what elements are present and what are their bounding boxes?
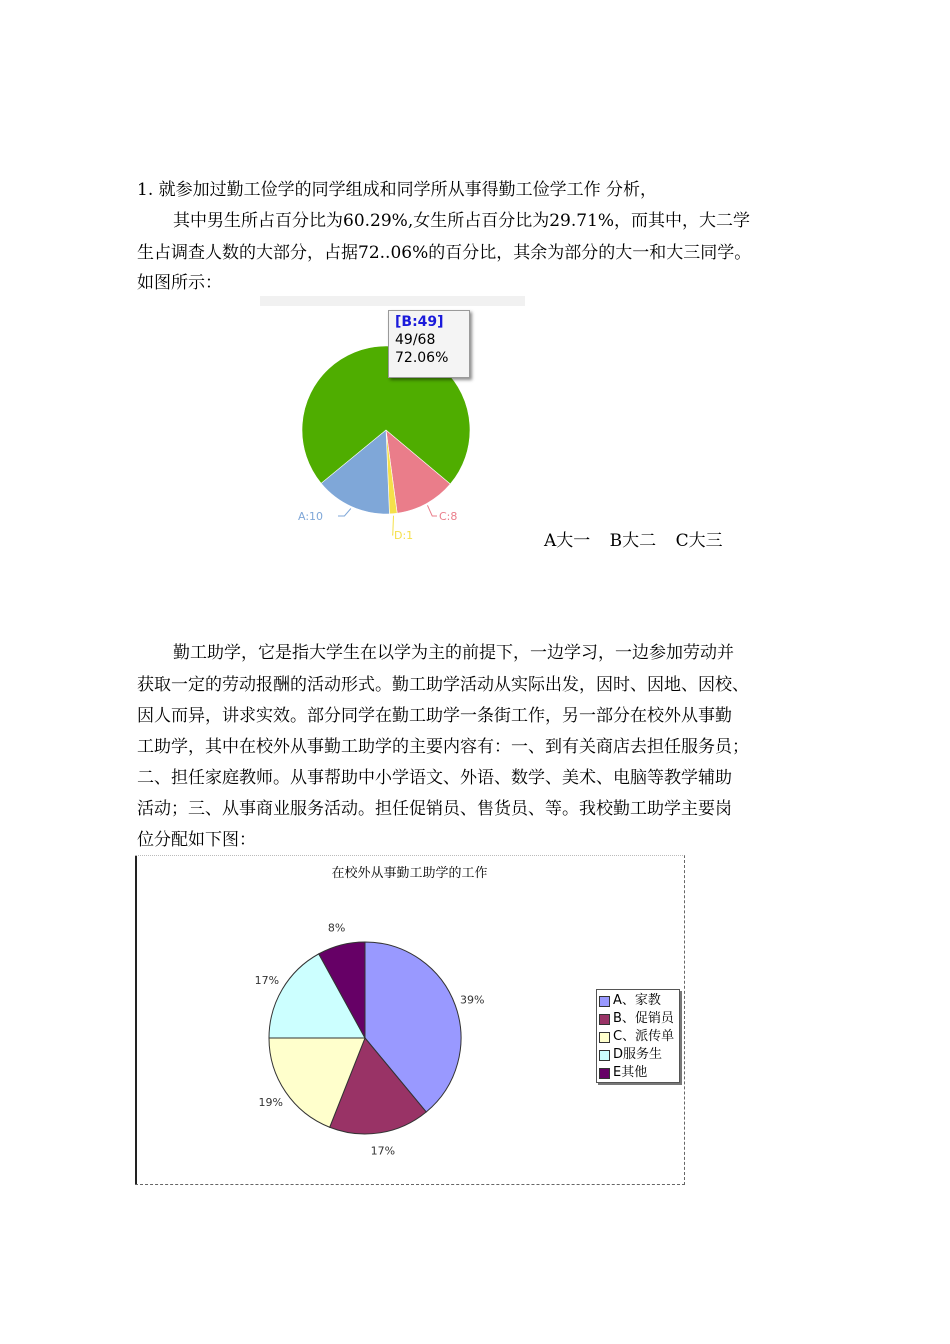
grade-legend: A大一 B大二 C大三 [544,531,723,551]
section2-line-1: 勤工助学，它是指大学生在以学为主的前提下，一边学习，一边参加劳动并 [173,643,734,663]
pie-leader-C [427,505,437,516]
pie-percent-label-3: 17% [254,973,280,987]
job-pie-chart [135,855,685,1185]
section1-line-1: 其中男生所占百分比为60.29%,女生所占百分比为29.71%，而其中，大二学 [173,211,751,231]
section2-line-4: 工助学，其中在校外从事勤工助学的主要内容有：一、到有关商店去担任服务员； [137,737,749,757]
job-pie-svg [135,856,555,1176]
section1-line-2: 生占调查人数的大部分，占据72..06%的百分比，其余为部分的大一和大三同学。 [137,243,752,263]
pie-label-C: C:8 [439,510,458,523]
tooltip-fraction: 49/68 [395,332,436,348]
legend-label: C、派传单 [613,1029,675,1044]
legend-swatch [599,1068,610,1079]
grade-pie-chart [260,296,530,546]
tooltip-percent: 72.06% [395,350,449,366]
pie-percent-label-2: 19% [258,1096,283,1110]
legend-swatch [599,1050,610,1061]
pie-percent-label-0: 39% [460,993,485,1007]
legend-label: A、家教 [613,993,661,1008]
legend-swatch [599,1014,610,1025]
section2-line-5: 二、担任家庭教师。从事帮助中小学语文、外语、数学、美术、电脑等教学辅助 [137,768,732,788]
section1-heading: 1. 就参加过勤工俭学的同学组成和同学所从事得勤工俭学工作 分析， [137,180,658,200]
chart-legend [596,989,680,1083]
legend-label: B、促销员 [613,1011,674,1026]
pie-label-A: A:10 [298,510,324,523]
legend-swatch [599,996,610,1007]
pie-percent-label-1: 17% [370,1144,396,1158]
legend-item [599,1028,677,1046]
legend-item [599,1046,677,1064]
pie-label-D: D:1 [394,529,414,542]
legend-label: D服务生 [613,1047,663,1062]
legend-item [599,1064,677,1082]
pie-leader-A [338,508,351,516]
chart-title: 在校外从事勤工助学的工作 [331,866,488,881]
section1-line-3: 如图所示： [137,273,222,293]
legend-swatch [599,1032,610,1043]
section2-line-6: 活动；三、从事商业服务活动。担任促销员、售货员、等。我校勤工助学主要岗 [137,799,732,819]
section2-line-7: 位分配如下图： [137,830,256,850]
section2-line-2: 获取一定的劳动报酬的活动形式。勤工助学活动从实际出发，因时、因地、因校、 [137,675,749,695]
pie-percent-label-4: 8% [327,921,346,935]
section2-line-3: 因人而异，讲求实效。部分同学在勤工助学一条街工作，另一部分在校外从事勤 [137,706,732,726]
legend-item [599,992,677,1010]
legend-label: E其他 [613,1065,648,1080]
legend-item [599,1010,677,1028]
pie-tooltip [388,310,470,378]
tooltip-title: [B:49] [395,314,444,330]
